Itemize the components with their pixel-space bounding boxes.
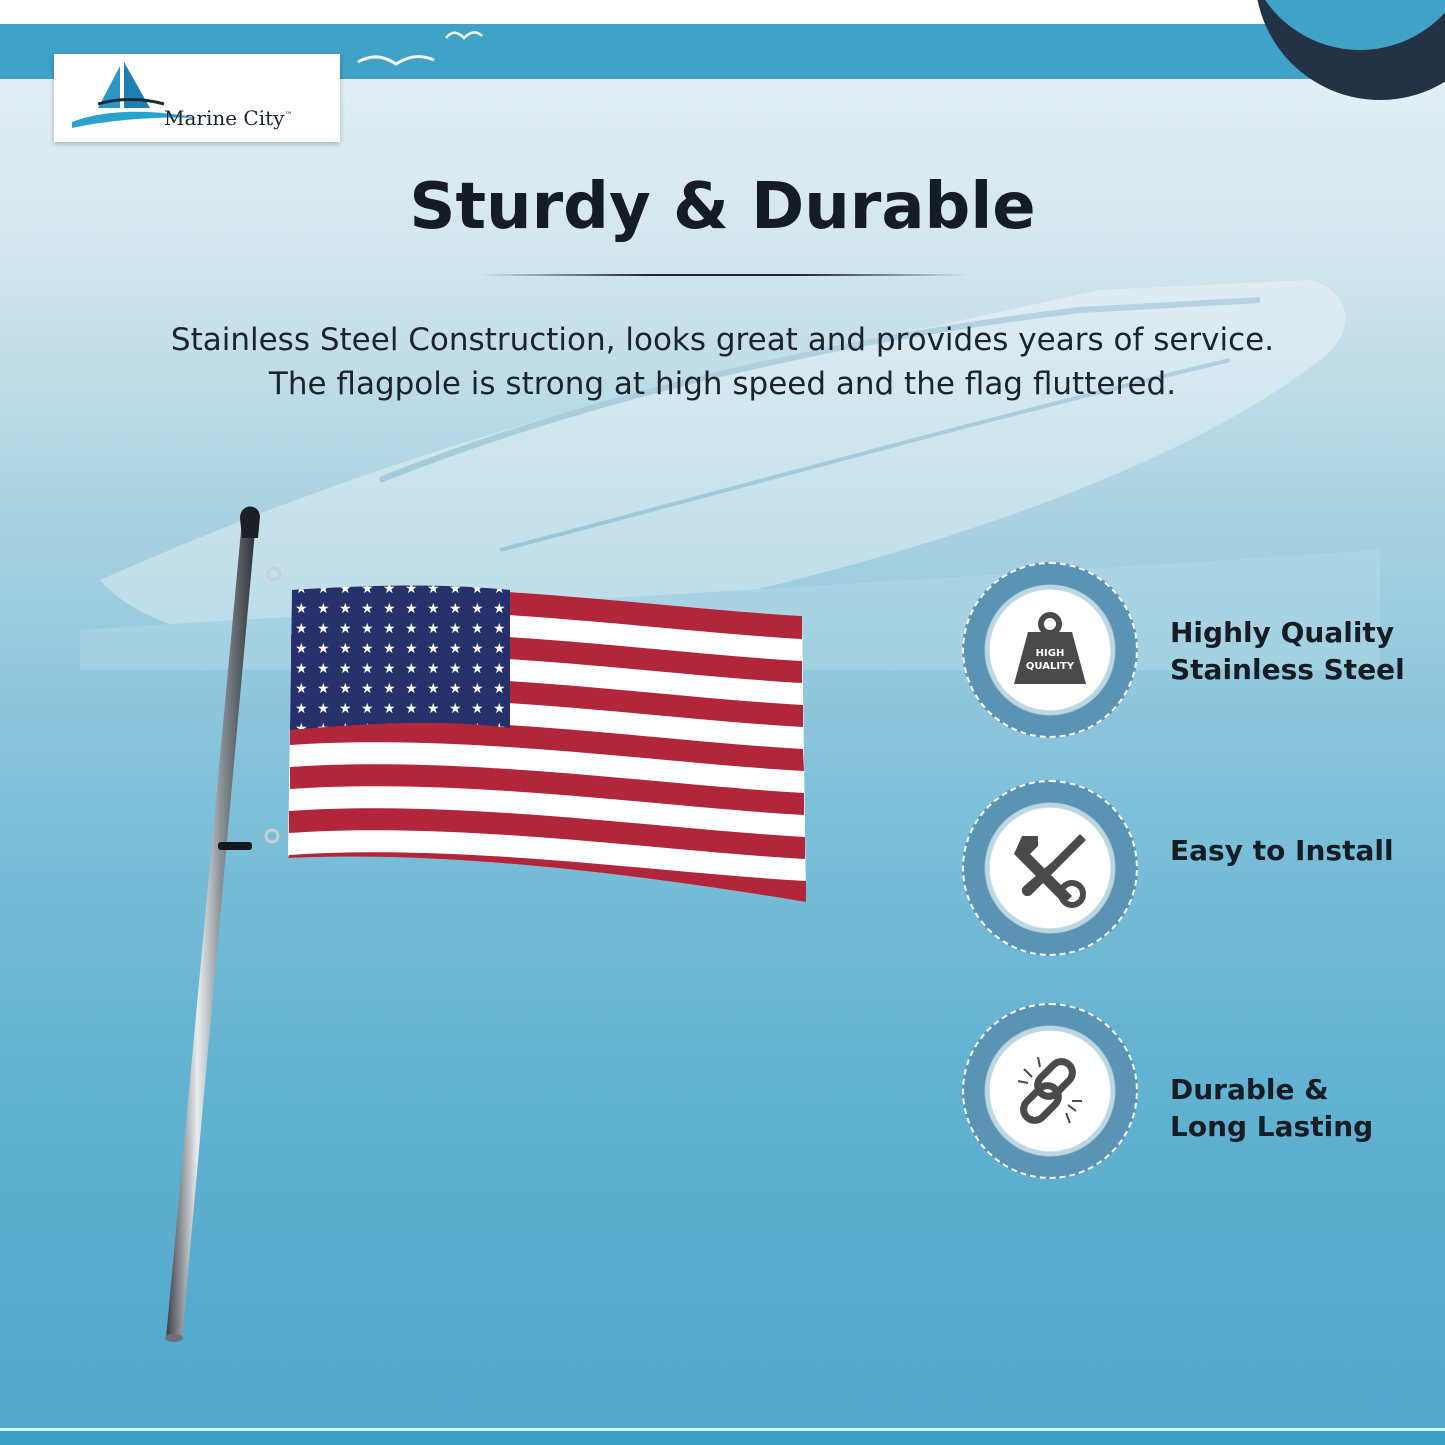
seagull-icon	[444, 28, 484, 44]
title-divider	[480, 274, 968, 276]
brand-logo[interactable]	[54, 54, 340, 142]
feature-label-line: Durable &	[1170, 1073, 1329, 1106]
flagpole-with-flag-image	[160, 498, 820, 1358]
top-white-strip	[0, 0, 1445, 24]
page-title: Sturdy & Durable	[409, 170, 1036, 244]
weight-icon	[1010, 610, 1090, 690]
weight-icon-text: QUALITY	[1025, 661, 1075, 672]
feature-label-line: Highly Quality	[1170, 616, 1395, 649]
description	[100, 318, 1345, 406]
weight-icon-text: HIGH	[1035, 648, 1065, 659]
bottom-banner-bar	[0, 1428, 1445, 1445]
seagull-icon	[356, 52, 436, 72]
wrench-screwdriver-icon	[1010, 828, 1090, 908]
brand-name: Marine City™	[164, 106, 293, 130]
feature-label	[1170, 614, 1405, 688]
feature-label-line: Easy to Install	[1170, 834, 1394, 867]
description-line: The flagpole is strong at high speed and the flag fluttered.	[268, 366, 1177, 402]
feature-label-line: Stainless Steel	[1170, 653, 1405, 686]
feature-durable	[962, 1003, 1422, 1183]
feature-high-quality	[962, 562, 1422, 742]
chain-link-icon	[1010, 1051, 1090, 1131]
feature-label	[1170, 1071, 1373, 1145]
feature-label	[1170, 832, 1394, 869]
feature-easy-install	[962, 780, 1422, 960]
description-line: Stainless Steel Construction, looks great and provides years of service.	[170, 322, 1275, 358]
feature-label-line: Long Lasting	[1170, 1110, 1374, 1143]
